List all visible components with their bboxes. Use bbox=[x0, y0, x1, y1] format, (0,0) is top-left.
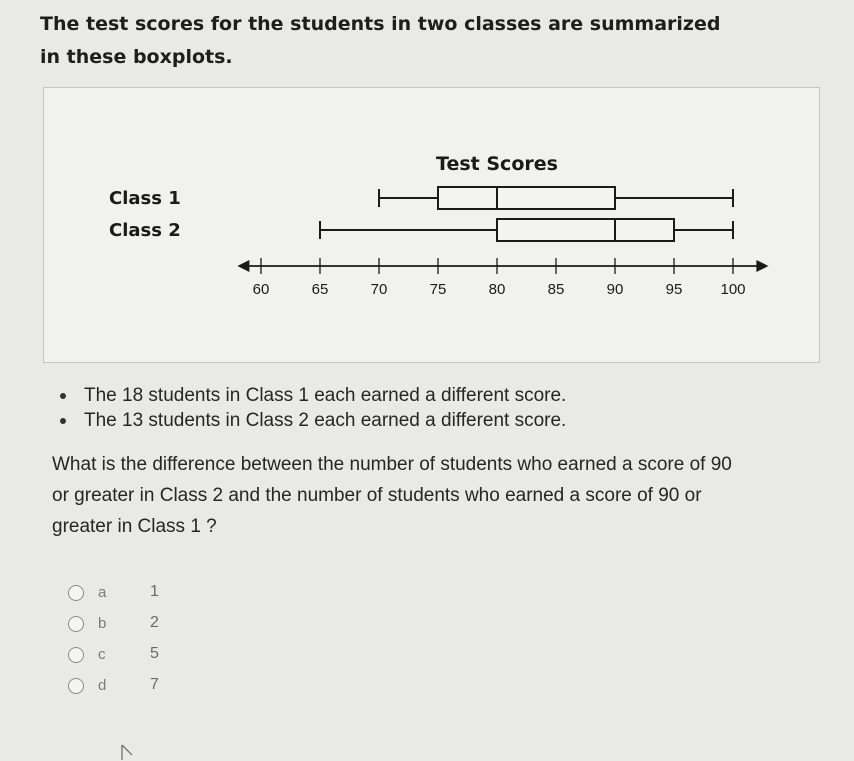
x-tick-label-80: 80 bbox=[488, 281, 506, 298]
choice-value: 1 bbox=[150, 583, 159, 600]
x-tick-label-70: 70 bbox=[370, 281, 388, 298]
series-label-class-1: Class 1 bbox=[109, 188, 181, 209]
choice-letter: c bbox=[98, 646, 106, 663]
axis-arrow-left-icon bbox=[237, 260, 249, 272]
axis-arrow-right-icon bbox=[756, 260, 768, 272]
chart-title: Test Scores bbox=[436, 153, 558, 175]
radio-button-b[interactable] bbox=[68, 616, 84, 632]
series-label-class-2: Class 2 bbox=[109, 220, 181, 241]
choice-letter: b bbox=[98, 615, 107, 632]
radio-button-d[interactable] bbox=[68, 678, 84, 694]
facts-list bbox=[60, 383, 566, 433]
choice-value: 7 bbox=[150, 676, 159, 693]
class-2-box bbox=[497, 219, 674, 241]
fact-class-2: The 13 students in Class 2 each earned a different score. bbox=[60, 408, 566, 433]
x-tick-label-75: 75 bbox=[429, 281, 447, 298]
x-tick-label-90: 90 bbox=[606, 281, 624, 298]
choice-value: 2 bbox=[150, 614, 159, 631]
mouse-pointer-icon bbox=[120, 744, 134, 761]
boxplot-chart bbox=[44, 88, 819, 362]
boxplot-figure bbox=[43, 87, 820, 363]
x-tick-label-95: 95 bbox=[665, 281, 683, 298]
fact-class-1: The 18 students in Class 1 each earned a different score. bbox=[60, 383, 566, 408]
x-tick-label-100: 100 bbox=[720, 281, 746, 298]
question-title: The test scores for the students in two classes are summarized in these boxplots. bbox=[40, 13, 721, 68]
x-tick-label-60: 60 bbox=[252, 281, 270, 298]
x-tick-label-65: 65 bbox=[311, 281, 329, 298]
choice-letter: a bbox=[98, 584, 107, 601]
x-tick-label-85: 85 bbox=[547, 281, 565, 298]
radio-button-c[interactable] bbox=[68, 647, 84, 663]
choice-value: 5 bbox=[150, 645, 159, 662]
choice-letter: d bbox=[98, 677, 107, 694]
question-prompt: What is the difference between the number of students who earned a score of 90 or greater in Class 2 and the number of students who earned a score of 90 or greater in Class 1 ? bbox=[52, 454, 732, 537]
class-1-box bbox=[438, 187, 615, 209]
radio-button-a[interactable] bbox=[68, 585, 84, 601]
